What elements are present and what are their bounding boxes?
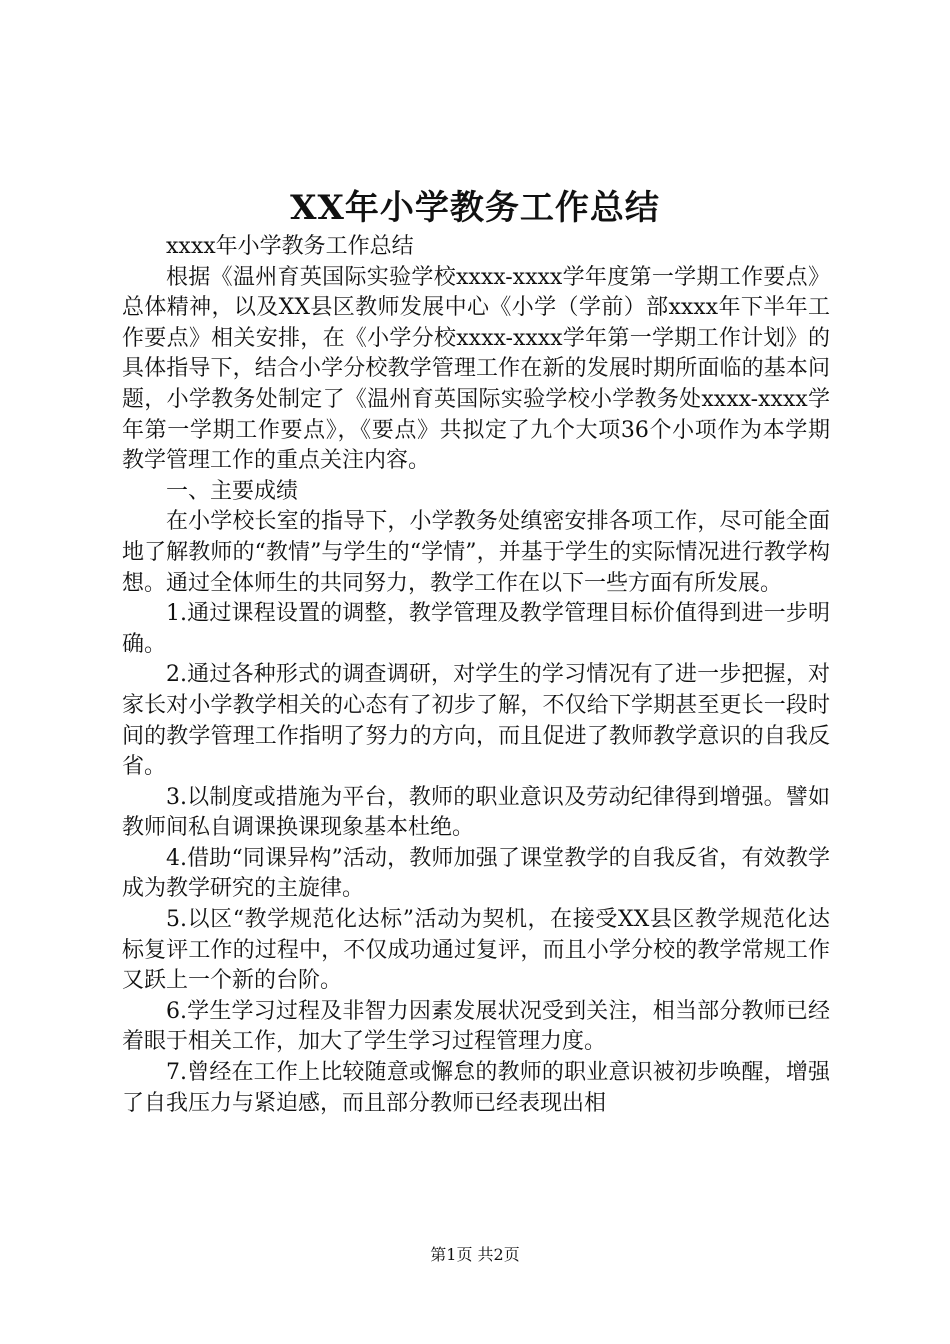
paragraph-achievements-overview: 在小学校长室的指导下，小学教务处缜密安排各项工作，尽可能全面地了解教师的“教情”与学生的“学情”，并基于学生的实际情况进行教学构想。通过全体师生的共同努力，教学工作在以下一些方面有所发展。 (122, 509, 830, 596)
list-item-2: 2.通过各种形式的调查调研，对学生的学习情况有了进一步把握，对家长对小学教学相关的心态有了初步了解，不仅给下学期甚至更长一段时间的教学管理工作指明了努力的方向，而且促进了教师教学意识的自我反省。 (122, 662, 830, 780)
list-item-4: 4.借助“同课异构”活动，教师加强了课堂教学的自我反省，有效教学成为教学研究的主旋律。 (122, 845, 830, 902)
list-item-5: 5.以区“教学规范化达标”活动为契机，在接受XX县区教学规范化达标复评工作的过程中，不仅成功通过复评，而且小学分校的教学常规工作又跃上一个新的台阶。 (122, 907, 830, 994)
page-number-footer: 第1页 共2页 (430, 1245, 520, 1264)
list-item-1: 1.通过课程设置的调整，教学管理及教学管理目标价值得到进一步明确。 (122, 601, 830, 657)
section-heading-achievements: 一、主要成绩 (166, 478, 299, 504)
list-item-7: 7.曾经在工作上比较随意或懈怠的教师的职业意识被初步唤醒，增强了自我压力与紧迫感，而且部分教师已经表现出相 (122, 1060, 830, 1116)
document-title: XX年小学教务工作总结 (290, 188, 660, 228)
paragraph-subtitle: xxxx年小学教务工作总结 (166, 234, 414, 259)
document-body (122, 232, 830, 1119)
paragraph-intro: 根据《温州育英国际实验学校xxxx-xxxx学年度第一学期工作要点》总体精神，以及XX县区教师发展中心《小学（学前）部xxxx年下半年工作要点》相关安排，在《小学分校xxxx-xxxx学年第一学期工作计划》的具体指导下，结合小学分校教学管理工作在新的发展时期所面临的基本问题，小学教务处制定了《温州育英国际实验学校小学教务处xxxx-xxxx学年第一学期工作要点》，《要点》共拟定了九个大项36个小项作为本学期教学管理工作的重点关注内容。 (122, 264, 830, 474)
list-item-3: 3.以制度或措施为平台，教师的职业意识及劳动纪律得到增强。譬如教师间私自调课换课现象基本杜绝。 (122, 784, 830, 841)
list-item-6: 6.学生学习过程及非智力因素发展状况受到关注，相当部分教师已经着眼于相关工作，加大了学生学习过程管理力度。 (122, 998, 830, 1055)
